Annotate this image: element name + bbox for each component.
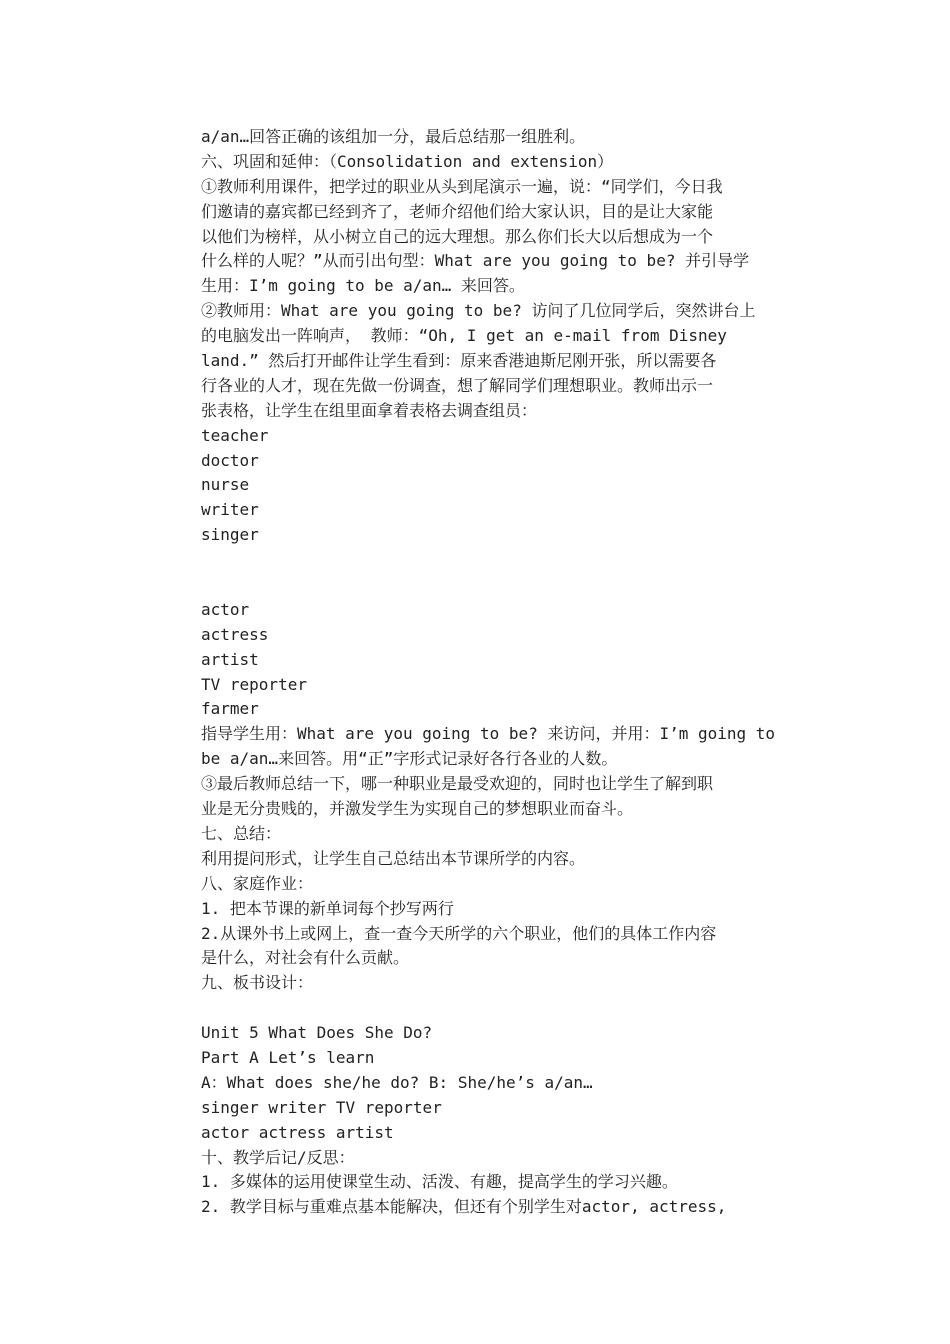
board-design-line: singer writer TV reporter — [201, 1097, 442, 1117]
job-list-item: TV reporter — [201, 674, 307, 694]
text-line: a/an…回答正确的该组加一分，最后总结那一组胜利。 — [201, 127, 586, 146]
text-line: 们邀请的嘉宾都已经到齐了，老师介绍他们给大家认识，目的是让大家能 — [201, 201, 714, 221]
text-line: land.” 然后打开邮件让学生看到：原来香港迪斯尼刚开张，所以需要各 — [201, 351, 717, 371]
job-list-item: actress — [201, 624, 269, 644]
text-line: 指导学生用：What are you going to be? 来访问，并用：I’m going to — [201, 724, 776, 744]
text-line: 什么样的人呢？”从而引出句型：What are you going to be? 并引导学 — [201, 251, 750, 271]
section-heading: 九、板书设计： — [201, 973, 314, 993]
text-line: 1. 把本节课的新单词每个抄写两行 — [201, 898, 454, 918]
text-line: 行各业的人才，现在先做一份调查，想了解同学们理想职业。教师出示一 — [201, 375, 714, 395]
text-line: ③最后教师总结一下，哪一种职业是最受欢迎的，同时也让学生了解到职 — [201, 774, 714, 794]
board-design-line: Part A Let’s learn — [201, 1047, 375, 1067]
job-list-item: nurse — [201, 475, 250, 495]
section-heading: 七、总结： — [201, 823, 282, 843]
section-heading: 八、家庭作业： — [201, 873, 314, 893]
board-design-line: A：What does she/he do? B: She/he’s a/an… — [201, 1072, 593, 1092]
job-list-item: teacher — [201, 425, 269, 445]
job-list-item: doctor — [201, 450, 259, 470]
text-line: ②教师用：What are you going to be? 访问了几位同学后，突然讲台上 — [201, 301, 756, 321]
text-line: 生用：I’m going to be a/an… 来回答。 — [201, 276, 525, 296]
blank-line — [201, 548, 811, 573]
job-list-item: actor — [201, 599, 250, 619]
text-line: 的电脑发出一阵响声， 教师：“Oh, I get an e-mail from Disney — [201, 326, 727, 346]
text-line: 是什么，对社会有什么贡献。 — [201, 948, 410, 968]
board-design-line: actor actress artist — [201, 1122, 394, 1142]
section-heading: 十、教学后记/反思： — [201, 1147, 355, 1167]
blank-line — [201, 996, 811, 1021]
text-line: 利用提问形式，让学生自己总结出本节课所学的内容。 — [201, 848, 586, 868]
text-line: ①教师利用课件，把学过的职业从头到尾演示一遍，说：“同学们，今日我 — [201, 176, 723, 196]
document-body — [201, 125, 811, 1220]
job-list-item: writer — [201, 500, 259, 520]
blank-line — [201, 573, 811, 598]
job-list-item: singer — [201, 525, 259, 545]
section-heading: 六、巩固和延伸：（Consolidation and extension） — [201, 151, 614, 171]
board-design-line: Unit 5 What Does She Do? — [201, 1023, 433, 1043]
text-line: 2. 教学目标与重难点基本能解决，但还有个别学生对actor, actress, — [201, 1197, 727, 1217]
text-line: be a/an…来回答。用“正”字形式记录好各行各业的人数。 — [201, 749, 618, 769]
job-list-item: farmer — [201, 699, 259, 719]
text-line: 张表格，让学生在组里面拿着表格去调查组员： — [201, 400, 538, 420]
job-list-item: artist — [201, 649, 259, 669]
text-line: 以他们为榜样，从小树立自己的远大理想。那么你们长大以后想成为一个 — [201, 226, 714, 246]
text-line: 2.从课外书上或网上，查一查今天所学的六个职业，他们的具体工作内容 — [201, 923, 717, 943]
text-line: 业是无分贵贱的，并激发学生为实现自己的梦想职业而奋斗。 — [201, 799, 634, 819]
text-line: 1. 多媒体的运用使课堂生动、活泼、有趣，提高学生的学习兴趣。 — [201, 1172, 678, 1192]
